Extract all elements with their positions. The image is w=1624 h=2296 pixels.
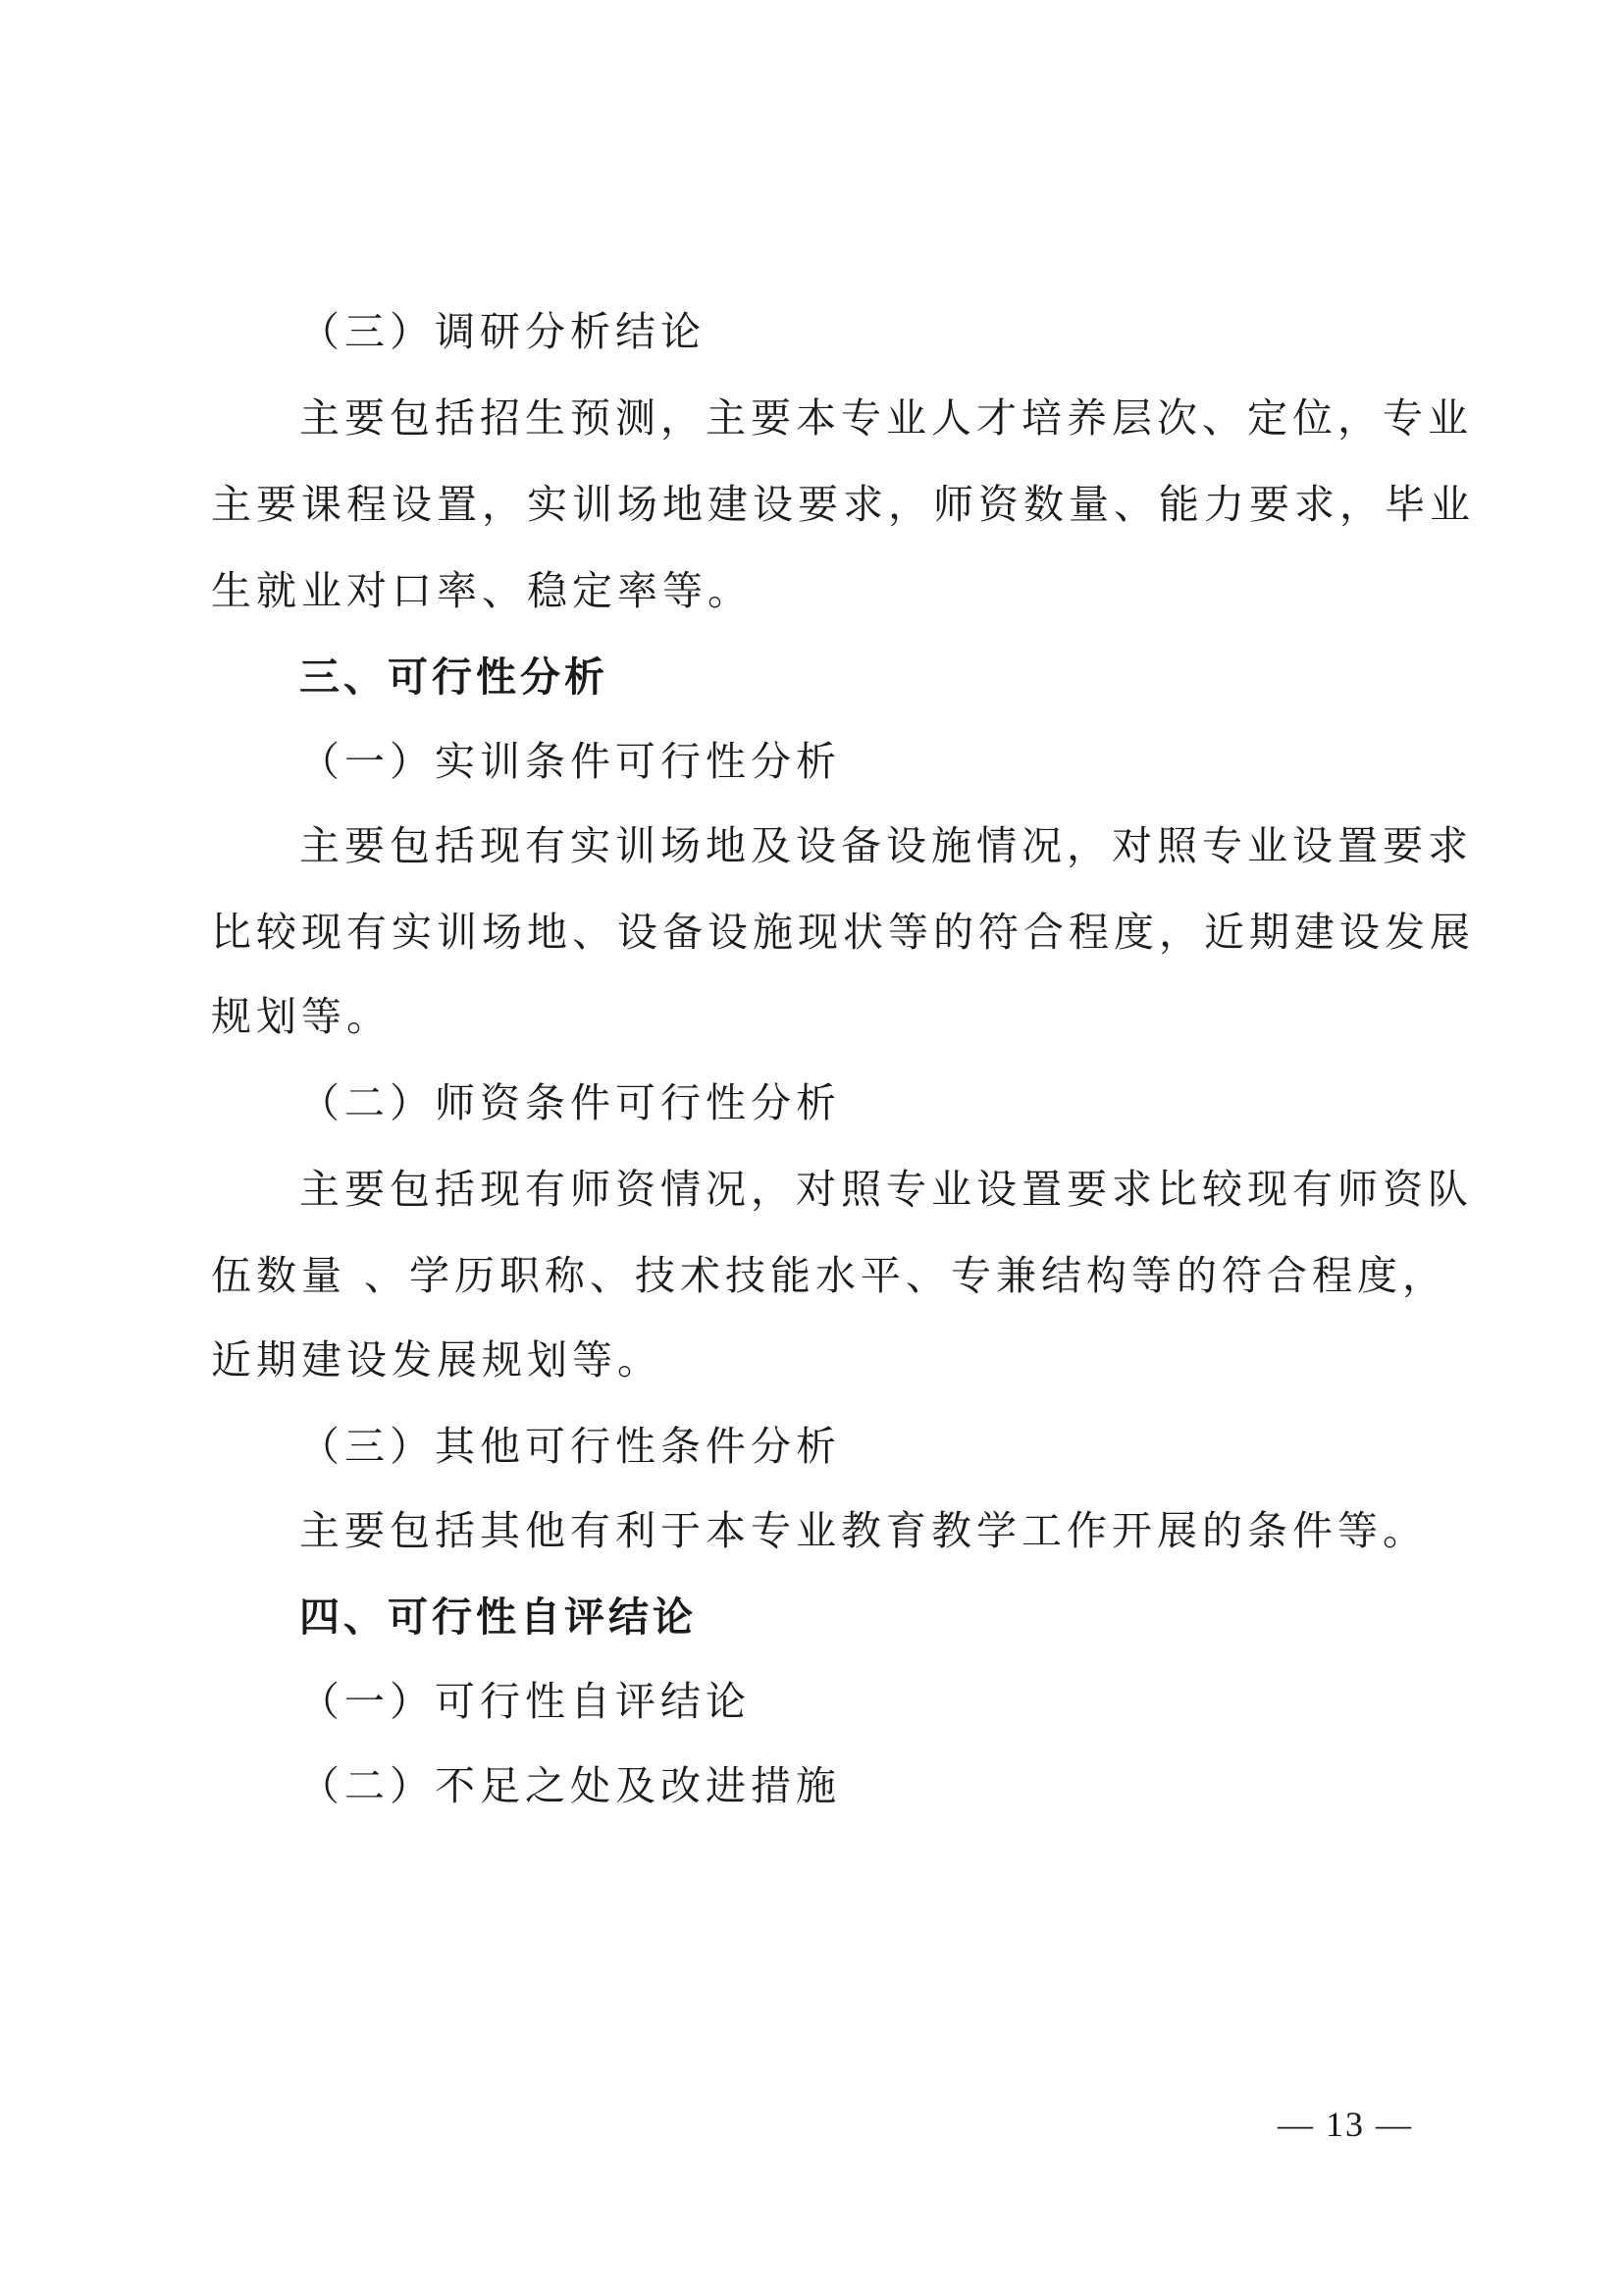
subheading-faculty-conditions: （二）师资条件可行性分析: [299, 1079, 841, 1126]
paragraph-line: 比较现有实训场地、设备设施现状等的符合程度，近期建设发展: [211, 909, 1475, 956]
paragraph-line: 主要课程设置，实训场地建设要求，师资数量、能力要求，毕业: [211, 481, 1475, 528]
heading-self-evaluation: 四、可行性自评结论: [299, 1593, 697, 1641]
paragraph-line: 主要包括现有实训场地及设备设施情况，对照专业设置要求: [299, 822, 1473, 869]
paragraph-line: 生就业对口率、稳定率等。: [211, 567, 753, 614]
paragraph-line: 伍数量 、学历职称、技术技能水平、专兼结构等的符合程度，: [211, 1252, 1448, 1299]
subheading-self-evaluation-conclusion: （一）可行性自评结论: [299, 1678, 751, 1725]
subheading-research-conclusion: （三）调研分析结论: [299, 308, 706, 355]
subheading-shortcomings-improvements: （二）不足之处及改进措施: [299, 1762, 841, 1809]
page-number: — 13 —: [1278, 2105, 1413, 2144]
heading-feasibility-analysis: 三、可行性分析: [299, 653, 608, 701]
paragraph-line: 规划等。: [211, 993, 392, 1040]
paragraph-line: 近期建设发展规划等。: [211, 1336, 662, 1383]
paragraph-line: 主要包括现有师资情况，对照专业设置要求比较现有师资队: [299, 1166, 1473, 1213]
paragraph-line: 主要包括招生预测，主要本专业人才培养层次、定位，专业: [299, 394, 1473, 442]
subheading-training-conditions: （一）实训条件可行性分析: [299, 738, 841, 785]
paragraph-line: 主要包括其他有利于本专业教育教学工作开展的条件等。: [299, 1507, 1428, 1554]
subheading-other-conditions: （三）其他可行性条件分析: [299, 1423, 841, 1470]
